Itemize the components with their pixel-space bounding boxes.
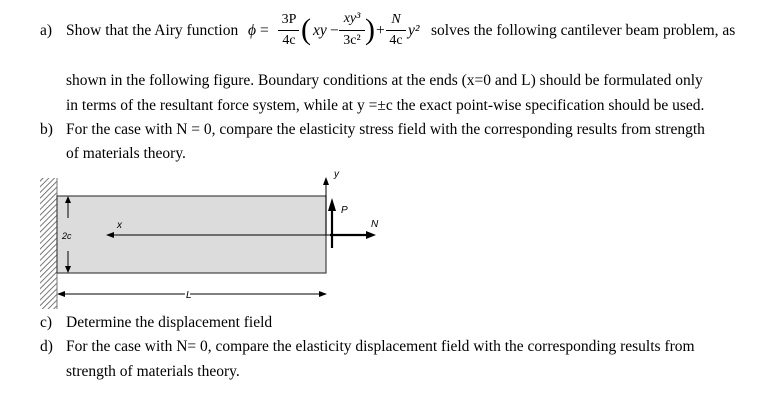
load-n-label: N bbox=[371, 219, 379, 230]
item-d-label: d) bbox=[40, 338, 53, 355]
item-a-line3: in terms of the resultant force system, while at y =±c the exact point-wise specification should be used. bbox=[66, 97, 705, 114]
y-axis-arrowhead bbox=[323, 177, 329, 185]
fixed-wall-support bbox=[40, 178, 57, 309]
item-b-line1: For the case with N = 0, compare the elasticity stress field with the corresponding results from strength bbox=[66, 121, 705, 138]
formula-phi: ϕ bbox=[248, 22, 257, 39]
item-d-line2: strength of materials theory. bbox=[66, 363, 240, 380]
formula-frac2-num: xy³ bbox=[343, 11, 361, 26]
item-d-line1: For the case with N= 0, compare the elasticity displacement field with the corresponding results from bbox=[66, 338, 695, 355]
load-p-label: P bbox=[341, 205, 348, 216]
item-c-line1: Determine the displacement field bbox=[66, 314, 273, 331]
item-b-label: b) bbox=[40, 121, 53, 138]
item-a-prefix: Show that the Airy function bbox=[66, 22, 239, 39]
length-arrow-left bbox=[57, 291, 65, 297]
formula-minus: − bbox=[330, 22, 339, 39]
formula-frac3-num: N bbox=[391, 12, 401, 27]
formula-paren-open: ( bbox=[301, 13, 311, 46]
formula-frac3-den: 4c bbox=[389, 33, 403, 48]
y-axis-label: y bbox=[334, 169, 339, 180]
item-b-line2: of materials theory. bbox=[66, 145, 186, 162]
formula-frac2-den: 3c² bbox=[343, 33, 361, 48]
x-axis-label: x bbox=[117, 220, 122, 231]
formula-frac1-den: 4c bbox=[282, 33, 296, 48]
formula-term3: y² bbox=[408, 22, 420, 39]
item-a-label: a) bbox=[40, 22, 53, 39]
item-a-suffix: solves the following cantilever beam problem, as bbox=[431, 22, 736, 39]
length-label: L bbox=[186, 290, 192, 301]
depth-label: 2c bbox=[62, 231, 72, 241]
formula-equals: = bbox=[260, 22, 269, 39]
length-arrow-right bbox=[319, 291, 327, 297]
item-c-label: c) bbox=[40, 314, 53, 331]
formula-term1: xy bbox=[313, 22, 327, 39]
formula-paren-close: ) bbox=[365, 13, 375, 46]
load-n-arrowhead bbox=[366, 231, 376, 239]
load-p-arrowhead bbox=[328, 198, 336, 211]
formula-frac1-num: 3P bbox=[281, 12, 297, 27]
item-a-line2: shown in the following figure. Boundary conditions at the ends (x=0 and L) should be formulated only bbox=[66, 72, 703, 89]
formula-plus: + bbox=[376, 22, 385, 39]
